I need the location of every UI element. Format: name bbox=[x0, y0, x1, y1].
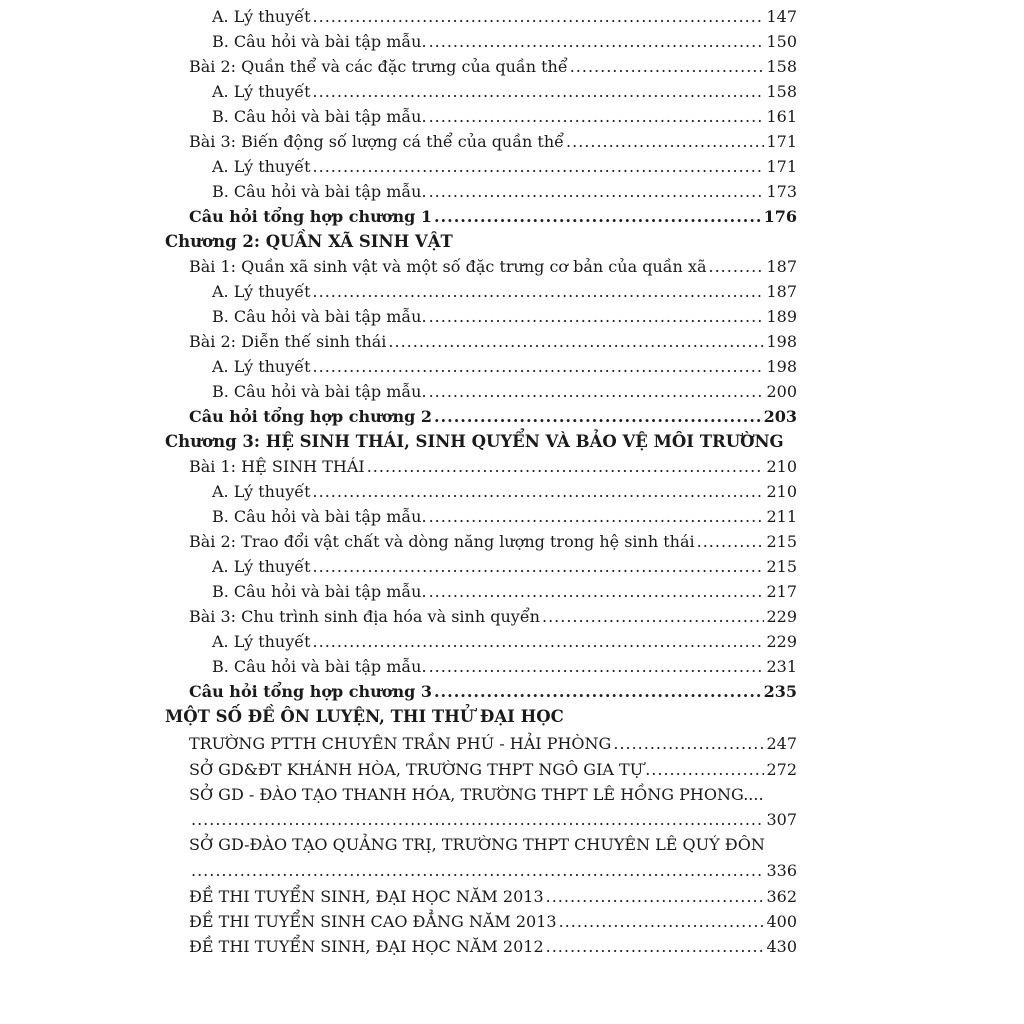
entry-page: 171 bbox=[766, 132, 797, 151]
toc-entry bbox=[212, 629, 797, 654]
entry-label: Câu hỏi tổng hợp chương 3 bbox=[189, 682, 432, 701]
leader-dots bbox=[570, 54, 765, 79]
toc-entry bbox=[189, 731, 797, 756]
entry-label: A. Lý thuyết bbox=[212, 557, 311, 576]
entry-page: 200 bbox=[766, 382, 797, 401]
entry-page: 217 bbox=[766, 582, 797, 601]
leader-dots bbox=[645, 757, 764, 782]
entry-label: B. Câu hỏi và bài tập mẫu. bbox=[212, 307, 427, 326]
entry-page: 307 bbox=[766, 810, 797, 829]
entry-page: 215 bbox=[766, 557, 797, 576]
toc-entry bbox=[212, 154, 797, 179]
toc-summary-entry bbox=[189, 204, 797, 229]
entry-label: SỞ GD&ĐT KHÁNH HÒA, TRƯỜNG THPT NGÔ GIA TỰ bbox=[189, 760, 644, 779]
toc-entry bbox=[212, 279, 797, 304]
entry-page: 211 bbox=[766, 507, 797, 526]
leader-dots bbox=[429, 29, 765, 54]
entry-page: 231 bbox=[766, 657, 797, 676]
toc-entry-page-line bbox=[189, 858, 797, 883]
toc-entry bbox=[212, 479, 797, 504]
toc-summary-entry bbox=[189, 679, 797, 704]
entry-label: A. Lý thuyết bbox=[212, 282, 311, 301]
entry-label: B. Câu hỏi và bài tập mẫu. bbox=[212, 507, 427, 526]
entry-page: 272 bbox=[766, 760, 797, 779]
entry-page: 229 bbox=[766, 632, 797, 651]
entry-label: B. Câu hỏi và bài tập mẫu. bbox=[212, 582, 427, 601]
leader-dots bbox=[191, 858, 764, 883]
entry-label: B. Câu hỏi và bài tập mẫu. bbox=[212, 657, 427, 676]
entry-label: ĐỀ THI TUYỂN SINH CAO ĐẲNG NĂM 2013 bbox=[189, 912, 557, 931]
leader-dots bbox=[542, 604, 764, 629]
leader-dots bbox=[429, 104, 765, 129]
leader-dots bbox=[709, 254, 765, 279]
toc-entry bbox=[189, 454, 797, 479]
entry-label: A. Lý thuyết bbox=[212, 82, 311, 101]
toc-entry bbox=[212, 179, 797, 204]
entry-page: 229 bbox=[766, 607, 797, 626]
leader-dots bbox=[546, 884, 765, 909]
leader-dots bbox=[546, 934, 765, 959]
chapter-heading bbox=[165, 229, 797, 254]
toc-entry bbox=[212, 304, 797, 329]
entry-label: B. Câu hỏi và bài tập mẫu. bbox=[212, 107, 427, 126]
toc-summary-entry bbox=[189, 404, 797, 429]
leader-dots bbox=[313, 279, 765, 304]
toc-entry bbox=[189, 129, 797, 154]
entry-label: B. Câu hỏi và bài tập mẫu. bbox=[212, 382, 427, 401]
toc-entry bbox=[212, 104, 797, 129]
toc-entry bbox=[212, 504, 797, 529]
toc-entry bbox=[212, 579, 797, 604]
entry-label: B. Câu hỏi và bài tập mẫu. bbox=[212, 182, 427, 201]
leader-dots bbox=[313, 79, 765, 104]
entry-label: A. Lý thuyết bbox=[212, 7, 311, 26]
entry-page: 210 bbox=[766, 457, 797, 476]
entry-label: ĐỀ THI TUYỂN SINH, ĐẠI HỌC NĂM 2013 bbox=[189, 887, 544, 906]
leader-dots bbox=[191, 807, 764, 832]
entry-page: 176 bbox=[763, 207, 797, 226]
toc-entry bbox=[189, 934, 797, 959]
leader-dots bbox=[434, 679, 762, 704]
entry-label: A. Lý thuyết bbox=[212, 482, 311, 501]
toc-entry bbox=[212, 554, 797, 579]
toc-entry bbox=[189, 529, 797, 554]
entry-page: 158 bbox=[766, 82, 797, 101]
entry-page: 198 bbox=[766, 332, 797, 351]
entry-label: Bài 2: Diễn thế sinh thái bbox=[189, 332, 387, 351]
entry-page: 362 bbox=[766, 887, 797, 906]
chapter-title: Chương 2: QUẦN XÃ SINH VẬT bbox=[165, 232, 453, 251]
leader-dots bbox=[429, 654, 765, 679]
entry-page: 430 bbox=[766, 937, 797, 956]
entry-page: 161 bbox=[766, 107, 797, 126]
entry-label: Bài 1: HỆ SINH THÁI bbox=[189, 457, 365, 476]
toc-entry bbox=[212, 654, 797, 679]
leader-dots bbox=[313, 4, 765, 29]
leader-dots bbox=[559, 909, 765, 934]
entry-page: 247 bbox=[766, 734, 797, 753]
leader-dots bbox=[313, 629, 765, 654]
toc-entry bbox=[189, 884, 797, 909]
entry-label: Bài 2: Quần thể và các đặc trưng của quần thể bbox=[189, 57, 568, 76]
leader-dots bbox=[367, 454, 765, 479]
entry-page: 187 bbox=[766, 257, 797, 276]
leader-dots bbox=[429, 504, 765, 529]
toc-entry-label-line bbox=[189, 782, 764, 807]
entry-label: Bài 2: Trao đổi vật chất và dòng năng lượng trong hệ sinh thái bbox=[189, 532, 695, 551]
toc-entry bbox=[189, 604, 797, 629]
entry-label: A. Lý thuyết bbox=[212, 157, 311, 176]
entry-label: ĐỀ THI TUYỂN SINH, ĐẠI HỌC NĂM 2012 bbox=[189, 937, 544, 956]
chapter-heading bbox=[165, 704, 797, 729]
toc-entry bbox=[212, 29, 797, 54]
leader-dots bbox=[313, 479, 765, 504]
entry-page: 150 bbox=[766, 32, 797, 51]
leader-dots bbox=[613, 731, 764, 756]
entry-page: 203 bbox=[763, 407, 797, 426]
entry-label: TRƯỜNG PTTH CHUYÊN TRẦN PHÚ - HẢI PHÒNG bbox=[189, 734, 612, 753]
leader-dots bbox=[313, 354, 765, 379]
toc-entry bbox=[189, 54, 797, 79]
entry-page: 147 bbox=[766, 7, 797, 26]
leader-dots: .... bbox=[743, 785, 764, 804]
entry-page: 158 bbox=[766, 57, 797, 76]
entry-label: Bài 3: Chu trình sinh địa hóa và sinh quyển bbox=[189, 607, 540, 626]
leader-dots bbox=[434, 404, 762, 429]
entry-label: SỞ GD - ĐÀO TẠO THANH HÓA, TRƯỜNG THPT LÊ HỒNG PHONG bbox=[189, 785, 744, 804]
leader-dots bbox=[566, 129, 764, 154]
leader-dots bbox=[697, 529, 765, 554]
toc-entry bbox=[212, 379, 797, 404]
entry-label: A. Lý thuyết bbox=[212, 357, 311, 376]
toc-entry bbox=[189, 757, 797, 782]
chapter-title: Chương 3: HỆ SINH THÁI, SINH QUYỂN VÀ BẢO VỆ MÔI TRƯỜNG bbox=[165, 432, 784, 451]
leader-dots bbox=[313, 554, 765, 579]
entry-label: Bài 3: Biến động số lượng cá thể của quần thể bbox=[189, 132, 565, 151]
toc-entry bbox=[212, 4, 797, 29]
leader-dots bbox=[429, 179, 765, 204]
toc-entry bbox=[189, 909, 797, 934]
toc-entry bbox=[212, 354, 797, 379]
leader-dots bbox=[388, 329, 764, 354]
entry-page: 210 bbox=[766, 482, 797, 501]
entry-label: SỞ GD-ĐÀO TẠO QUẢNG TRỊ, TRƯỜNG THPT CHUYÊN LÊ QUÝ ĐÔN bbox=[189, 835, 765, 854]
entry-page: 400 bbox=[766, 912, 797, 931]
entry-page: 215 bbox=[766, 532, 797, 551]
leader-dots bbox=[313, 154, 765, 179]
entry-label: Bài 1: Quần xã sinh vật và một số đặc trưng cơ bản của quần xã bbox=[189, 257, 707, 276]
leader-dots bbox=[429, 579, 765, 604]
toc-entry-page-line bbox=[189, 807, 797, 832]
entry-label: A. Lý thuyết bbox=[212, 632, 311, 651]
entry-label: B. Câu hỏi và bài tập mẫu. bbox=[212, 32, 427, 51]
toc-entry bbox=[189, 254, 797, 279]
toc-entry-label-line bbox=[189, 832, 765, 857]
leader-dots bbox=[429, 379, 765, 404]
chapter-heading bbox=[165, 429, 797, 454]
leader-dots bbox=[429, 304, 765, 329]
leader-dots bbox=[434, 204, 762, 229]
entry-page: 235 bbox=[763, 682, 797, 701]
entry-page: 336 bbox=[766, 861, 797, 880]
entry-page: 173 bbox=[766, 182, 797, 201]
entry-page: 171 bbox=[766, 157, 797, 176]
entry-label: Câu hỏi tổng hợp chương 2 bbox=[189, 407, 432, 426]
entry-page: 189 bbox=[766, 307, 797, 326]
toc-entry bbox=[189, 329, 797, 354]
toc-entry bbox=[212, 79, 797, 104]
entry-label: Câu hỏi tổng hợp chương 1 bbox=[189, 207, 432, 226]
chapter-title: MỘT SỐ ĐỀ ÔN LUYỆN, THI THỬ ĐẠI HỌC bbox=[165, 707, 564, 726]
entry-page: 187 bbox=[766, 282, 797, 301]
entry-page: 198 bbox=[766, 357, 797, 376]
